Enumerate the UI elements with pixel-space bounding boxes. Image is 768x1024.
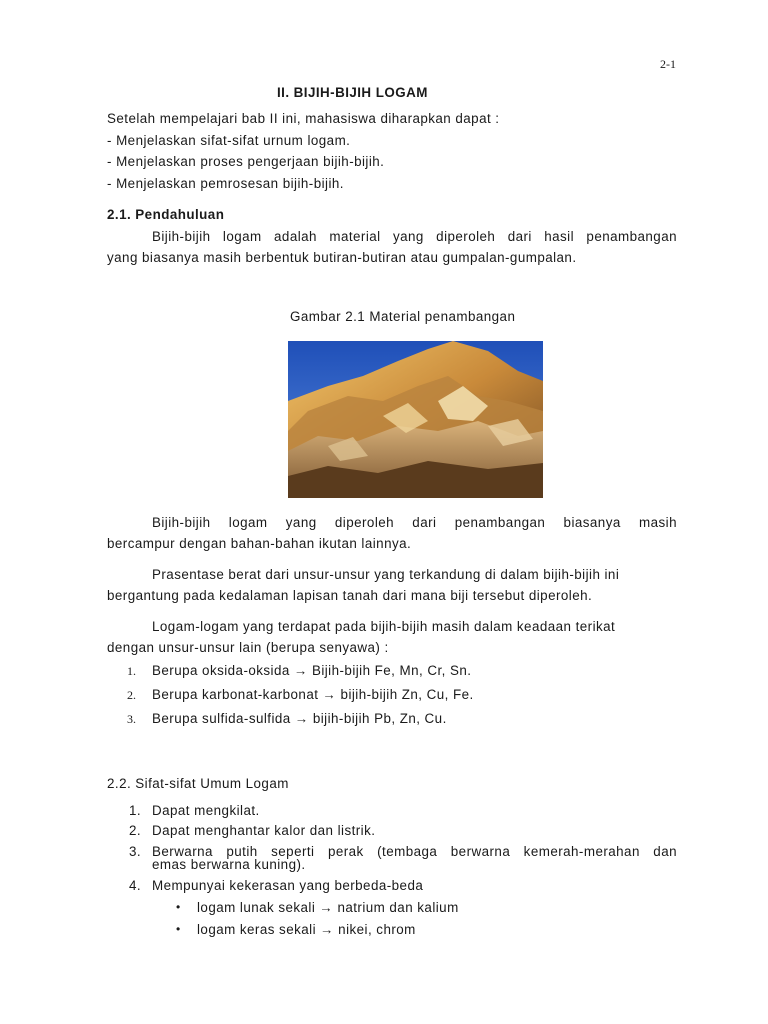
objective-item: - Menjelaskan proses pengerjaan bijih-bijih. bbox=[107, 154, 385, 169]
paragraph-line: Prasentase berat dari unsur-unsur yang terkandung di dalam bijih-bijih ini bbox=[152, 567, 620, 582]
paragraph-line: yang biasanya masih berbentuk butiran-butiran atau gumpalan-gumpalan. bbox=[107, 250, 577, 265]
list-item: Berupa karbonat-karbonat → bijih-bijih Zn, Cu, Fe. bbox=[152, 687, 474, 702]
bullet-dot-icon: • bbox=[176, 900, 181, 914]
list-number: 2. bbox=[127, 688, 136, 702]
list-number: 1. bbox=[129, 803, 142, 818]
bullet-item: logam lunak sekali → natrium dan kalium bbox=[197, 900, 459, 915]
mining-material-photo bbox=[288, 341, 543, 498]
paragraph-line: Bijih-bijih logam adalah material yang diperoleh dari hasil penambangan bbox=[152, 229, 677, 244]
list-item: Dapat mengkilat. bbox=[152, 803, 260, 818]
list-item: Dapat menghantar kalor dan listrik. bbox=[152, 823, 376, 838]
paragraph-line: dengan unsur-unsur lain (berupa senyawa) : bbox=[107, 640, 389, 655]
intro-lead: Setelah mempelajari bab II ini, mahasiswa diharapkan dapat : bbox=[107, 111, 500, 126]
paragraph-line: bercampur dengan bahan-bahan ikutan lainnya. bbox=[107, 536, 412, 551]
list-item: Mempunyai kekerasan yang berbeda-beda bbox=[152, 878, 424, 893]
page-number: 2-1 bbox=[660, 57, 676, 71]
list-number: 1. bbox=[127, 664, 136, 678]
section-heading-sifat: 2.2. Sifat-sifat Umum Logam bbox=[107, 776, 289, 791]
section-heading-pendahuluan: 2.1. Pendahuluan bbox=[107, 207, 225, 222]
paragraph-line: Logam-logam yang terdapat pada bijih-bijih masih dalam keadaan terikat bbox=[152, 619, 616, 634]
list-item-continuation: emas berwarna kuning). bbox=[152, 857, 306, 872]
bullet-dot-icon: • bbox=[176, 922, 181, 936]
list-item: Berupa oksida-oksida → Bijih-bijih Fe, Mn, Cr, Sn. bbox=[152, 663, 472, 678]
objective-item: - Menjelaskan pemrosesan bijih-bijih. bbox=[107, 176, 344, 191]
list-number: 3. bbox=[127, 712, 136, 726]
list-number: 2. bbox=[129, 823, 142, 838]
list-number: 3. bbox=[129, 844, 142, 859]
list-item: Berupa sulfida-sulfida → bijih-bijih Pb, Zn, Cu. bbox=[152, 711, 447, 726]
objective-item: - Menjelaskan sifat-sifat urnum logam. bbox=[107, 133, 351, 148]
chapter-title: II. BIJIH-BIJIH LOGAM bbox=[277, 85, 428, 100]
list-item: Berwarna putih seperti perak (tembaga berwarna kemerah-merahan dan bbox=[152, 844, 677, 859]
figure-caption: Gambar 2.1 Material penambangan bbox=[290, 309, 516, 324]
list-number: 4. bbox=[129, 878, 142, 893]
paragraph-line: bergantung pada kedalaman lapisan tanah dari mana biji tersebut diperoleh. bbox=[107, 588, 593, 603]
bullet-item: logam keras sekali → nikei, chrom bbox=[197, 922, 416, 937]
paragraph-line: Bijih-bijih logam yang diperoleh dari penambangan biasanya masih bbox=[152, 515, 677, 530]
